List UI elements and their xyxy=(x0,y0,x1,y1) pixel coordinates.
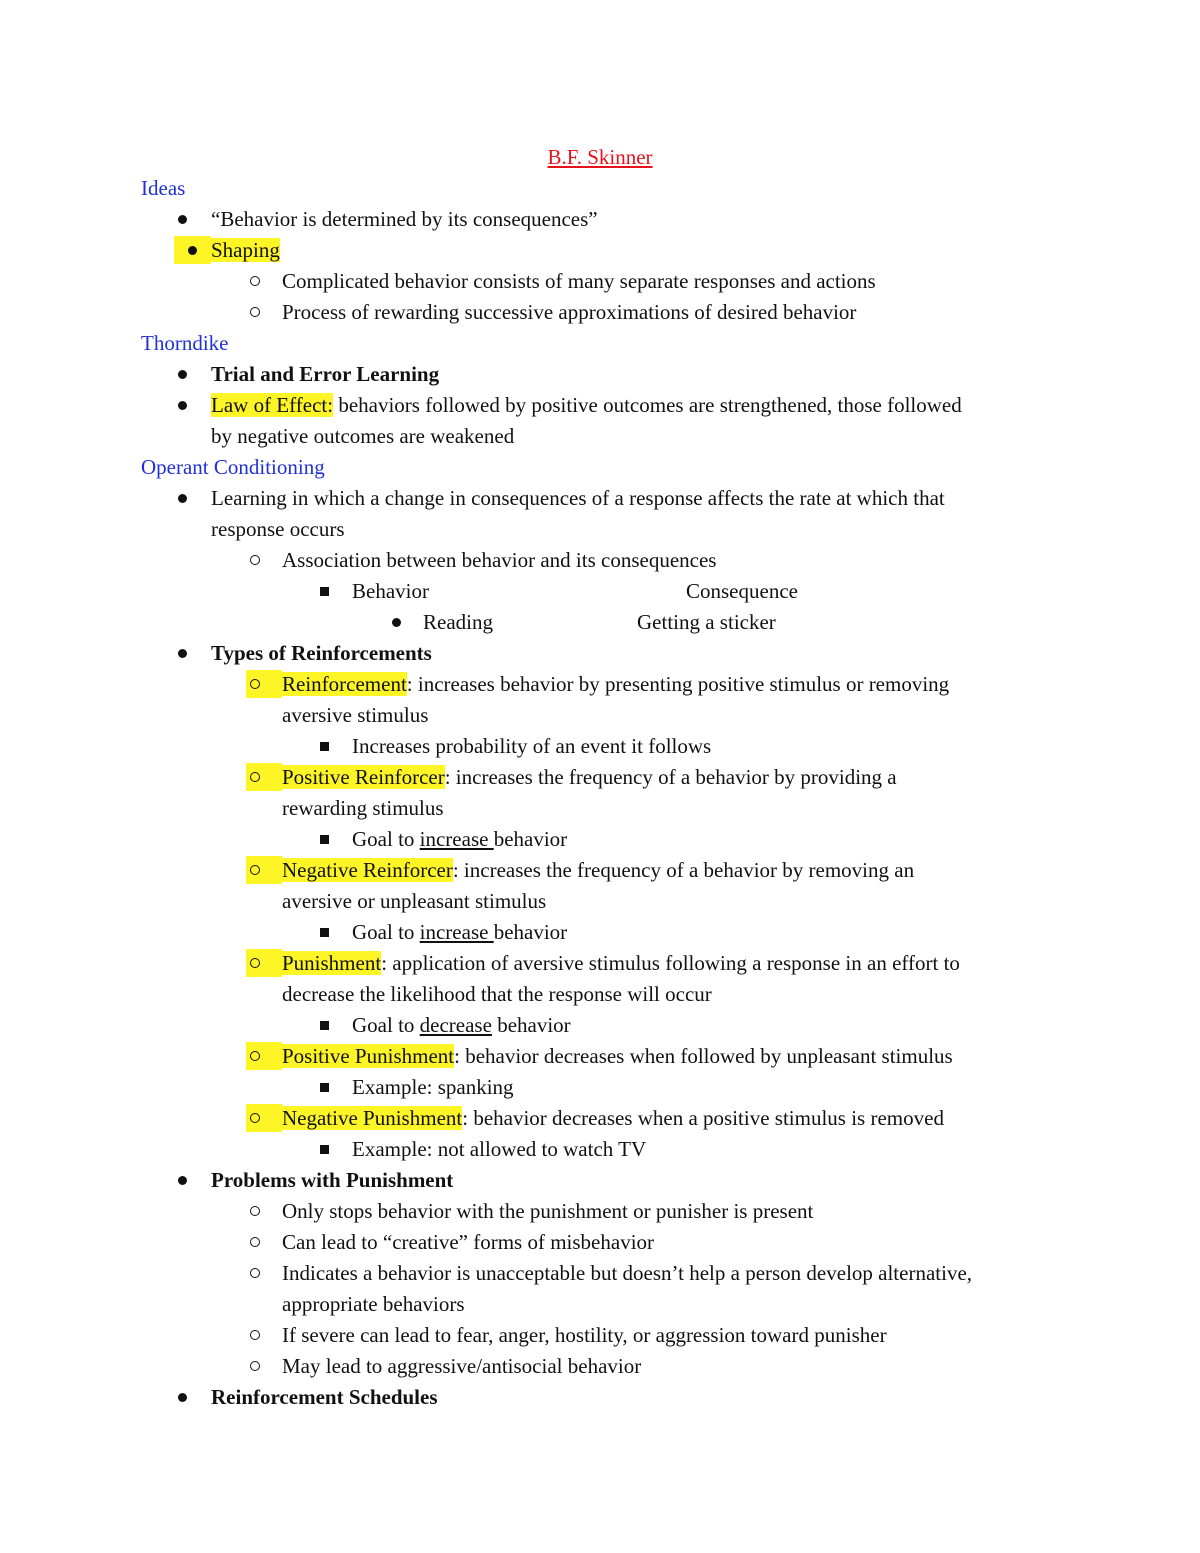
definition-text: : application of aversive stimulus following a response in an effort to xyxy=(381,951,960,975)
example-consequence: Getting a sticker xyxy=(637,610,776,634)
list-item-continuation: aversive stimulus xyxy=(282,703,429,727)
section-heading-operant-conditioning: Operant Conditioning xyxy=(141,455,325,479)
section-heading-thorndike: Thorndike xyxy=(141,331,229,355)
bullet-square-icon xyxy=(320,918,329,946)
definition-text: behaviors followed by positive outcomes are strengthened, those followed xyxy=(333,393,962,417)
bullet-circle-icon xyxy=(246,763,282,791)
bullet-circle-icon xyxy=(250,298,260,326)
bullet-square-icon xyxy=(320,732,329,760)
bullet-circle-icon xyxy=(250,1321,260,1349)
highlighted-term: Positive Reinforcer xyxy=(282,765,445,789)
list-item: Example: not allowed to watch TV xyxy=(352,1137,647,1161)
definition-text: : increases the frequency of a behavior by removing an xyxy=(452,858,915,882)
bullet-circle-icon xyxy=(246,1042,282,1070)
list-item xyxy=(352,918,567,946)
bullet-dot-icon xyxy=(178,391,187,419)
list-item: Indicates a behavior is unacceptable but doesn’t help a person develop alternative, xyxy=(282,1261,973,1285)
list-item-continuation: by negative outcomes are weakened xyxy=(211,424,515,448)
list-item: Example: spanking xyxy=(352,1075,514,1099)
list-item: Process of rewarding successive approximations of desired behavior xyxy=(282,300,857,324)
bullet-circle-icon xyxy=(246,670,282,698)
underlined-word: decrease xyxy=(419,1013,492,1037)
column-label-behavior: Behavior xyxy=(352,579,429,603)
bullet-dot-icon xyxy=(174,236,211,264)
list-item xyxy=(282,670,949,698)
highlighted-term: Positive Punishment xyxy=(282,1044,455,1068)
bullet-circle-icon xyxy=(250,267,260,295)
bullet-square-icon xyxy=(320,1073,329,1101)
list-item xyxy=(282,856,914,884)
list-item: Complicated behavior consists of many separate responses and actions xyxy=(282,269,876,293)
list-item xyxy=(211,236,280,264)
bullet-square-icon xyxy=(320,577,329,605)
list-item: May lead to aggressive/antisocial behavior xyxy=(282,1354,642,1378)
bullet-circle-icon xyxy=(246,856,282,884)
underlined-word: increase xyxy=(419,920,494,944)
list-item-bold: Problems with Punishment xyxy=(211,1168,454,1192)
list-item xyxy=(352,825,567,853)
bullet-square-icon xyxy=(320,1011,329,1039)
goal-prefix: Goal to xyxy=(352,920,420,944)
list-item xyxy=(282,1042,953,1070)
list-item-continuation: aversive or unpleasant stimulus xyxy=(282,889,547,913)
goal-suffix: behavior xyxy=(491,1013,571,1037)
list-item-continuation: decrease the likelihood that the response will occur xyxy=(282,982,712,1006)
highlighted-term: Reinforcement xyxy=(282,672,407,696)
list-item xyxy=(211,391,962,419)
list-item-continuation: rewarding stimulus xyxy=(282,796,444,820)
definition-text: : increases behavior by presenting positive stimulus or removing xyxy=(406,672,950,696)
list-item: If severe can lead to fear, anger, hostility, or aggression toward punisher xyxy=(282,1323,887,1347)
bullet-square-icon xyxy=(320,1135,329,1163)
highlighted-term: Shaping xyxy=(211,238,280,262)
bullet-dot-icon xyxy=(178,639,187,667)
highlighted-term: Law of Effect: xyxy=(211,393,334,417)
list-item xyxy=(282,763,897,791)
list-item xyxy=(282,1104,944,1132)
list-item xyxy=(282,949,960,977)
list-item-continuation: response occurs xyxy=(211,517,345,541)
section-heading-ideas: Ideas xyxy=(141,176,186,200)
example-behavior: Reading xyxy=(423,610,493,634)
goal-prefix: Goal to xyxy=(352,1013,420,1037)
list-item: Only stops behavior with the punishment or punisher is present xyxy=(282,1199,814,1223)
list-item: Association between behavior and its consequences xyxy=(282,548,717,572)
list-item-bold: Types of Reinforcements xyxy=(211,641,432,665)
list-item-bold: Reinforcement Schedules xyxy=(211,1385,438,1409)
underlined-word: increase xyxy=(419,827,494,851)
definition-text: : behavior decreases when followed by unpleasant stimulus xyxy=(454,1044,953,1068)
bullet-dot-icon xyxy=(392,608,401,636)
bullet-dot-icon xyxy=(178,205,187,233)
definition-text: : behavior decreases when a positive stimulus is removed xyxy=(462,1106,944,1130)
list-item: Can lead to “creative” forms of misbehavior xyxy=(282,1230,655,1254)
highlighted-term: Negative Reinforcer xyxy=(282,858,453,882)
list-item: Learning in which a change in consequences of a response affects the rate at which that xyxy=(211,486,945,510)
goal-prefix: Goal to xyxy=(352,827,420,851)
bullet-dot-icon xyxy=(178,360,187,388)
bullet-circle-icon xyxy=(250,1352,260,1380)
bullet-dot-icon xyxy=(178,1383,187,1411)
bullet-circle-icon xyxy=(246,949,282,977)
bullet-dot-icon xyxy=(178,484,187,512)
bullet-circle-icon xyxy=(250,546,260,574)
page-title: B.F. Skinner xyxy=(547,145,653,169)
definition-text: : increases the frequency of a behavior by providing a xyxy=(444,765,897,789)
bullet-circle-icon xyxy=(250,1197,260,1225)
list-item xyxy=(352,1011,571,1039)
bullet-circle-icon xyxy=(246,1104,282,1132)
column-label-consequence: Consequence xyxy=(686,579,798,603)
list-item: Increases probability of an event it follows xyxy=(352,734,712,758)
bullet-square-icon xyxy=(320,825,329,853)
highlighted-term: Negative Punishment xyxy=(282,1106,463,1130)
list-item-bold: Trial and Error Learning xyxy=(211,362,440,386)
list-item-continuation: appropriate behaviors xyxy=(282,1292,465,1316)
bullet-circle-icon xyxy=(250,1259,260,1287)
list-item: “Behavior is determined by its consequences” xyxy=(211,207,598,231)
bullet-dot-icon xyxy=(178,1166,187,1194)
goal-suffix: behavior xyxy=(493,920,568,944)
goal-suffix: behavior xyxy=(493,827,568,851)
highlighted-term: Punishment xyxy=(282,951,382,975)
bullet-circle-icon xyxy=(250,1228,260,1256)
